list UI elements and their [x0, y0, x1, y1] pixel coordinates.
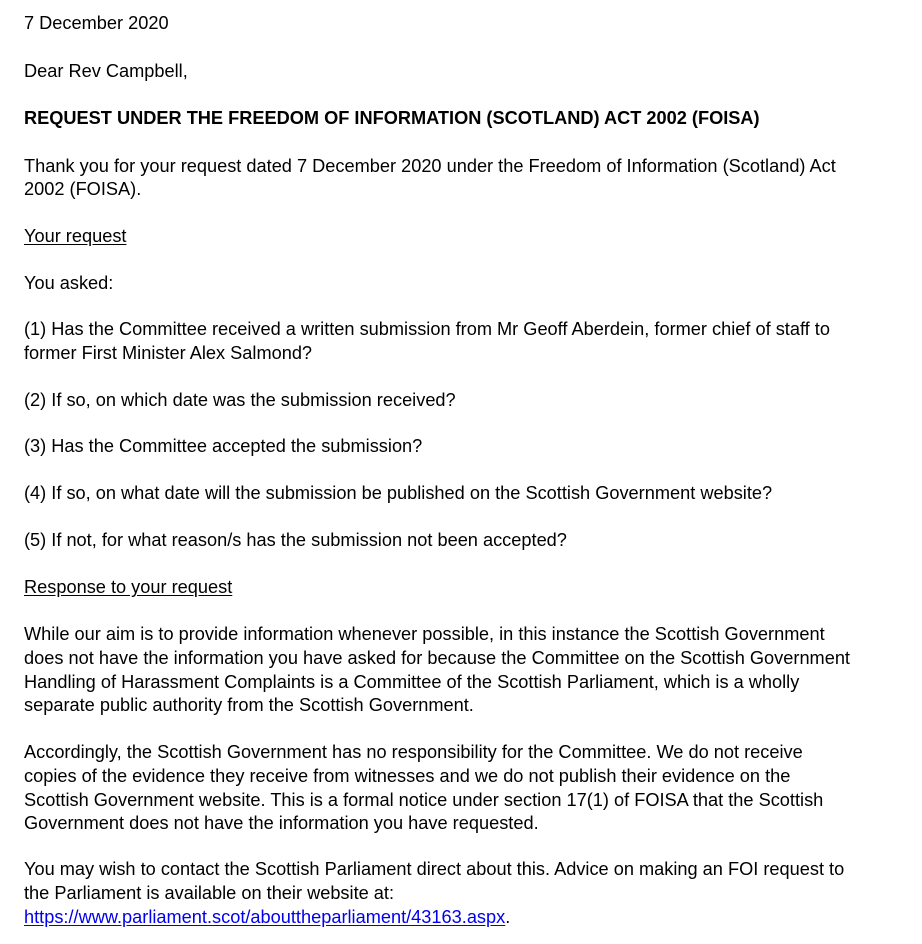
response-para-1-line-3: Handling of Harassment Complaints is a Committee of the Scottish Parliament, which is a wholly: [24, 672, 800, 692]
question-1-line-2: former First Minister Alex Salmond?: [24, 343, 313, 363]
response-para-1-line-1: While our aim is to provide information whenever possible, in this instance the Scottish Government: [24, 624, 825, 644]
intro-line-2: 2002 (FOISA).: [24, 179, 142, 199]
intro-line-1: Thank you for your request dated 7 December 2020 under the Freedom of Information (Scotland) Act: [24, 156, 836, 176]
question-1-line-1: (1) Has the Committee received a written submission from Mr Geoff Aberdein, former chief of staff to: [24, 319, 830, 339]
response-para-1-line-2: does not have the information you have asked for because the Committee on the Scottish Government: [24, 648, 850, 668]
salutation: Dear Rev Campbell,: [24, 61, 188, 81]
response-para-2-line-2: copies of the evidence they receive from witnesses and we do not publish their evidence on the: [24, 766, 791, 786]
response-para-1-line-4: separate public authority from the Scottish Government.: [24, 695, 474, 715]
question-4: (4) If so, on what date will the submission be published on the Scottish Government website?: [24, 483, 773, 503]
response-para-3-line-2: the Parliament is available on their website at:: [24, 883, 395, 903]
response-para-2-line-3: Scottish Government website. This is a formal notice under section 17(1) of FOISA that the Scottish: [24, 790, 824, 810]
question-2: (2) If so, on which date was the submission received?: [24, 390, 456, 410]
letter-date: 7 December 2020: [24, 13, 169, 33]
letter-heading: REQUEST UNDER THE FREEDOM OF INFORMATION (SCOTLAND) ACT 2002 (FOISA): [24, 108, 760, 128]
question-5: (5) If not, for what reason/s has the submission not been accepted?: [24, 530, 567, 550]
response-para-3-line-1: You may wish to contact the Scottish Parliament direct about this. Advice on making an FOI request to: [24, 859, 845, 879]
you-asked-label: You asked:: [24, 273, 114, 293]
response-heading: Response to your request: [24, 577, 233, 597]
link-suffix: .: [505, 907, 511, 927]
response-para-2-line-1: Accordingly, the Scottish Government has no responsibility for the Committee. We do not receive: [24, 742, 803, 762]
your-request-heading: Your request: [24, 226, 127, 246]
question-3: (3) Has the Committee accepted the submission?: [24, 436, 423, 456]
response-para-3-line-3: [24, 905, 510, 929]
parliament-website-link[interactable]: https://www.parliament.scot/abouttheparliament/43163.aspx: [24, 907, 506, 927]
response-para-2-line-4: Government does not have the information you have requested.: [24, 813, 539, 833]
